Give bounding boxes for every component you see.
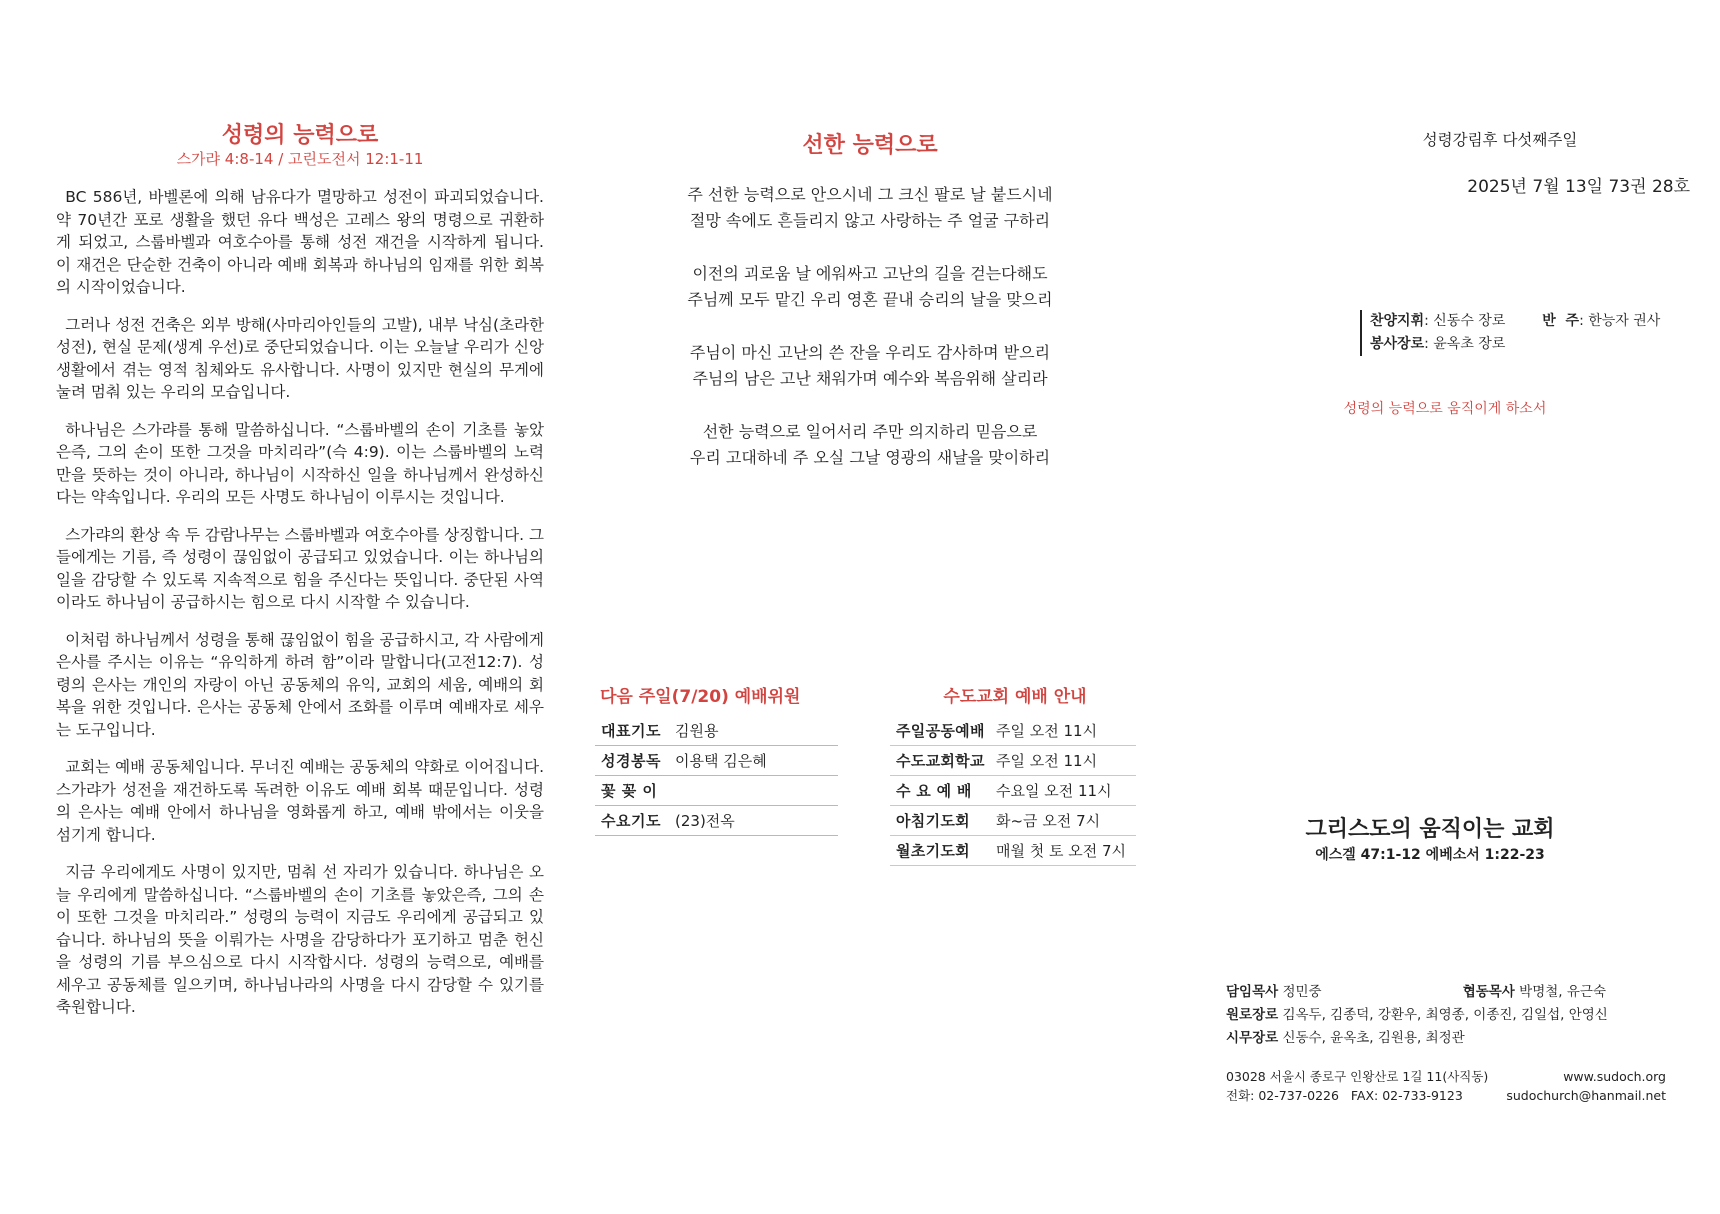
duty-person: (23)전옥 [669,806,838,836]
table-row [890,746,1136,776]
hymn-line: 주 선한 능력으로 안으시네 그 크신 팔로 날 붙드시네 [687,185,1053,204]
bulletin-date: 2025년 7월 13일 73권 28호 [1467,177,1690,197]
sermon-body [56,186,544,1034]
sermon-paragraph: 이처럼 하나님께서 성령을 통해 끊임없이 힘을 공급하시고, 각 사람에게 은사를 주시는 이유는 “유익하게 하려 함”이라 말합니다(고전12:7). 성령의 은사는 개인의 자랑이 아닌 공동체의 유익, 교회의 세움, 예배의 회복을 위한 것입니다. 은사는 공동체 안에서 조화를 이루며 예배자로 세우는 도구입니다. [56,630,544,739]
sermon-title: 성령의 능력으로 [221,123,379,148]
sermon-paragraph: 하나님은 스가랴를 통해 말씀하십니다. “스룹바벨의 손이 기초를 놓았은즉, 그의 손이 또한 그것을 마치리라”(슥 4:9). 이는 스룹바벨의 노력만을 뜻하는 것이 아니라, 하나님이 시작하신 일을 하나님께서 완성하신다는 약속입니다. 우리의 모든 사명도 하나님이 이루시는 것입니다. [56,420,544,506]
service-name: 월초기도회 [890,836,990,866]
hymn-stanza [620,261,1120,312]
table-row [890,776,1136,806]
choir-label: 찬양지휘 [1370,313,1425,329]
duty-role: 꽃 꽂 이 [595,776,669,806]
table-row [890,836,1136,866]
service-time: 화~금 오전 7시 [990,806,1136,836]
hymn-stanza [620,182,1120,233]
next-week-duties-title: 다음 주일(7/20) 예배위원 [600,687,801,707]
officer-row [1370,310,1700,333]
website-link[interactable]: www.sudoch.org [1563,1069,1666,1084]
duty-role: 수요기도 [595,806,669,836]
table-row [595,806,838,836]
officer-row [1370,333,1700,356]
associate-pastor-names: 박명철, 유근숙 [1519,984,1606,1000]
staff-row [1226,1004,1696,1027]
church-name: 그리스도의 움직이는 교회 [1305,817,1555,842]
contact-row [1226,1067,1666,1086]
hymn-title: 선한 능력으로 [802,133,938,158]
senior-pastor-label: 담임목사 [1226,984,1279,1000]
service-name: 아침기도회 [890,806,990,836]
service-name: 수도교회학교 [890,746,990,776]
service-time: 매월 첫 토 오전 7시 [990,836,1136,866]
server-name: : 윤옥초 장로 [1424,336,1506,352]
hymn-stanza [620,340,1120,391]
service-time: 수요일 오전 11시 [990,776,1136,806]
hymn-line: 이전의 괴로움 날 에워싸고 고난의 길을 걷는다해도 [692,264,1048,283]
hymn-line: 우리 고대하네 주 오실 그날 영광의 새날을 맞이하리 [689,447,1051,467]
church-verse: 에스겔 47:1-12 에베소서 1:22-23 [1315,847,1545,863]
choir-name: : 신동수 장로 [1424,313,1506,329]
sermon-reference: 스가랴 4:8-14 / 고린도전서 12:1-11 [176,150,424,168]
duty-person: 김원용 [669,716,838,746]
liturgical-sunday: 성령강림후 다섯째주일 [1422,131,1578,149]
service-time: 주일 오전 11시 [990,716,1136,746]
church-staff [1226,981,1696,1050]
duty-role: 성경봉독 [595,746,669,776]
table-row [890,806,1136,836]
worship-guide-title: 수도교회 예배 안내 [943,687,1087,707]
duty-role: 대표기도 [595,716,669,746]
hymn-stanza [620,419,1120,470]
worship-guide-table [890,716,1136,866]
hymn-line: 주님이 마신 고난의 쓴 잔을 우리도 감사하며 받으리 [689,343,1051,362]
sermon-paragraph: 교회는 예배 공동체입니다. 무너진 예배는 공동체의 약화로 이어집니다. 스가랴가 성전을 재건하도록 독려한 이유도 예배 회복 때문입니다. 성령의 은사는 예배 안에서 하나님을 영화롭게 하고, 예배 밖에서는 이웃을 섬기게 합니다. [56,758,544,844]
active-elder-label: 시무장로 [1226,1030,1279,1046]
hymn-line: 주님께 모두 맡긴 우리 영혼 끝내 승리의 날을 맞으리 [687,289,1053,309]
hymn-line: 절망 속에도 흔들리지 않고 사랑하는 주 얼굴 구하리 [689,210,1051,230]
table-row [595,746,838,776]
worship-officers [1360,310,1700,356]
motto: 성령의 능력으로 움직이게 하소서 [1343,401,1547,417]
phone-fax: 전화: 02-737-0226 FAX: 02-733-9123 [1226,1088,1463,1103]
service-time: 주일 오전 11시 [990,746,1136,776]
address: 03028 서울시 종로구 인왕산로 1길 11(사직동) [1226,1069,1489,1084]
accompanist-label: 반 주 [1542,313,1580,329]
elder-emeritus-names: 김옥두, 김종덕, 강환우, 최영종, 이종진, 김일섭, 안영신 [1282,1007,1608,1023]
elder-emeritus-label: 원로장로 [1226,1007,1279,1023]
associate-pastor-label: 협동목사 [1462,984,1515,1000]
hymn-line: 주님의 남은 고난 채워가며 예수와 복음위해 살리라 [692,368,1048,388]
active-elder-names: 신동수, 윤옥초, 김원용, 최정관 [1282,1030,1465,1046]
staff-row [1226,1027,1696,1050]
table-row [890,716,1136,746]
sermon-paragraph: 그러나 성전 건축은 외부 방해(사마리아인들의 고발), 내부 낙심(초라한 성전), 현실 문제(생계 우선)로 중단되었습니다. 이는 오늘날 우리가 신앙생활에서 겪는 영적 침체와도 유사합니다. 사명이 있지만 현실의 무게에 눌려 멈춰 있는 우리의 모습입니다. [56,315,544,401]
email-link[interactable]: sudochurch@hanmail.net [1506,1088,1666,1103]
table-row [595,776,838,806]
service-name: 주일공동예배 [890,716,990,746]
sermon-paragraph: BC 586년, 바벨론에 의해 남유다가 멸망하고 성전이 파괴되었습니다. 약 70년간 포로 생활을 했던 유다 백성은 고레스 왕의 명령으로 귀환하게 되었고, 스룹바벨과 여호수아를 통해 성전 재건을 시작하게 됩니다. 이 재건은 단순한 건축이 아니라 예배 회복과 하나님의 임재를 위한 회복의 시작이었습니다. [56,188,544,296]
accompanist-name: : 한능자 권사 [1579,313,1661,329]
contact-info [1226,1067,1666,1105]
next-week-duties-table [595,716,838,836]
duty-person [669,776,838,806]
sermon-paragraph: 스가랴의 환상 속 두 감람나무는 스룹바벨과 여호수아를 상징합니다. 그들에게는 기름, 즉 성령이 끊임없이 공급되고 있었습니다. 이는 하나님의 일을 감당할 수 있도록 지속적으로 힘을 주신다는 뜻입니다. 중단된 사역이라도 하나님이 공급하시는 힘으로 다시 시작할 수 있습니다. [56,525,544,611]
senior-pastor-name: 정민중 [1282,984,1322,1000]
hymn-lyrics [620,182,1120,498]
duty-person: 이용택 김은혜 [669,746,838,776]
server-label: 봉사장로 [1370,336,1425,352]
staff-row [1226,981,1606,1004]
service-name: 수 요 예 배 [890,776,990,806]
contact-row [1226,1086,1666,1105]
table-row [595,716,838,746]
sermon-paragraph: 지금 우리에게도 사명이 있지만, 멈춰 선 자리가 있습니다. 하나님은 오늘 우리에게 말씀하십니다. “스룹바벨의 손이 기초를 놓았은즉, 그의 손이 또한 그것을 마치리라.” 성령의 능력이 지금도 우리에게 공급되고 있습니다. 하나님의 뜻을 이뤄가는 사명을 감당하다가 포기하고 멈춘 헌신을 성령의 기름 부으심으로 다시 시작합시다. 성령의 능력으로, 예배를 세우고 공동체를 일으키며, 하나님나라의 사명을 다시 감당할 수 있기를 축원합니다. [56,863,544,1016]
hymn-line: 선한 능력으로 일어서리 주만 의지하리 믿음으로 [702,422,1038,441]
